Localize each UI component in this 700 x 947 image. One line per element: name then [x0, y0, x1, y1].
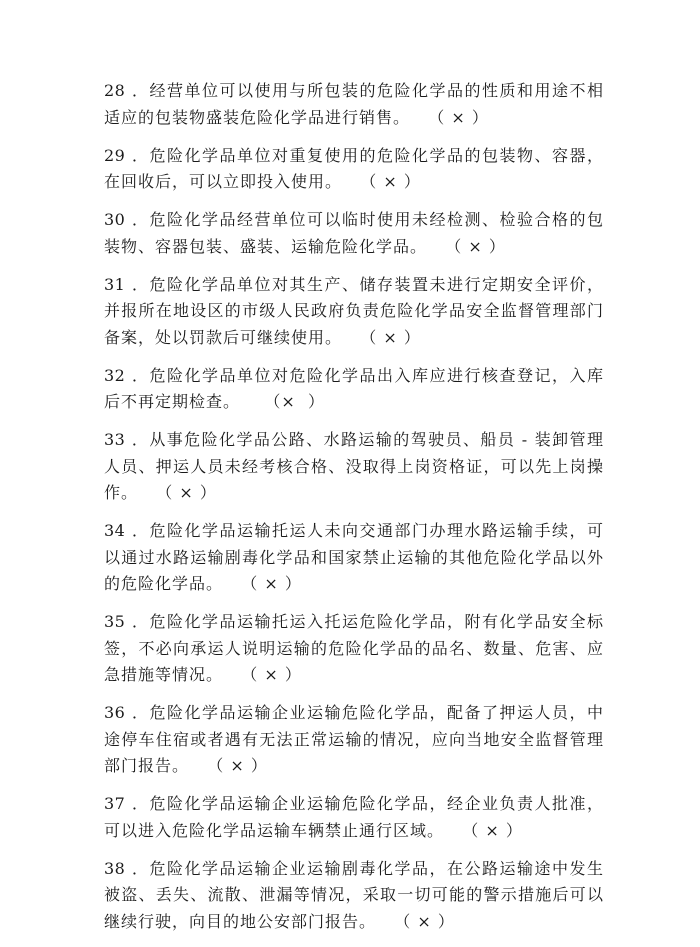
question-answer: （ × ）	[376, 911, 455, 931]
question-separator: ．	[125, 612, 150, 631]
question-number: 30	[104, 210, 126, 229]
question-separator: ．	[125, 794, 150, 813]
question-separator: ．	[125, 365, 150, 385]
question-list	[104, 78, 604, 947]
question-text: 危险化学品经营单位可以临时使用未经检测、检验合格的包装物、容器包装、盛装、运输危险化学品。	[104, 210, 604, 256]
question-text: 危险化学品单位对其生产、储存装置未进行定期安全评价，并报所在地设区的市级人民政府负责危险化学品安全监督管理部门备案，处以罚款后可继续使用。	[104, 274, 604, 347]
question-item	[104, 700, 604, 780]
question-text: 危险化学品运输托运人未向交通部门办理水路运输手续，可以通过水路运输剧毒化学品和国家禁止运输的其他危险化学品以外的危险化学品。	[104, 521, 604, 593]
question-answer: （ × ）	[427, 236, 506, 256]
question-text: 危险化学品运输企业运输危险化学品，配备了押运人员，中途停车住宿或者遇有无法正常运输的情况，应向当地安全监督管理部门报告。	[104, 703, 604, 775]
question-separator: ．	[125, 274, 150, 294]
question-separator: ．	[125, 430, 150, 449]
question-text: 从事危险化学品公路、水路运输的驾驶员、船员 - 装卸管理人员、押运人员未经考核合格、没取得上岗资格证，可以先上岗操作。	[104, 430, 604, 502]
question-item	[104, 272, 604, 352]
question-number: 32	[104, 365, 126, 385]
question-number: 29	[104, 145, 126, 165]
question-item	[104, 609, 604, 689]
question-answer: （ × ）	[410, 107, 489, 127]
question-number: 37	[104, 794, 126, 813]
question-item	[104, 363, 604, 416]
question-item	[104, 143, 604, 196]
question-item	[104, 427, 604, 507]
question-separator: ．	[125, 145, 150, 165]
question-answer: （ × ）	[189, 756, 268, 775]
question-number: 28	[104, 81, 126, 100]
question-item	[104, 207, 604, 260]
question-text: 危险化学品运输企业运输剧毒化学品，在公路运输途中发生被盗、丢失、流散、泄漏等情况，采取一切可能的警示措施后可以继续行驶，向目的地公安部门报告。	[104, 858, 604, 931]
question-text: 危险化学品单位对重复使用的危险化学品的包装物、容器，在回收后，可以立即投入使用。	[104, 145, 604, 191]
question-answer: （ × ）	[342, 327, 421, 347]
question-number: 38	[104, 858, 126, 878]
question-text: 危险化学品运输企业运输危险化学品，经企业负责人批准，可以进入危险化学品运输车辆禁止通行区域。	[104, 794, 604, 840]
question-answer: （ × ）	[138, 483, 217, 502]
question-answer: （× ）	[240, 392, 325, 411]
question-separator: ．	[125, 703, 150, 722]
question-number: 35	[104, 612, 126, 631]
question-text: 危险化学品运输托运入托运危险化学品，附有化学品安全标签，不必向承运人说明运输的危险化学品的品名、数量、危害、应急措施等情况。	[104, 612, 604, 684]
question-separator: ．	[125, 521, 150, 540]
question-answer: （ × ）	[444, 820, 523, 840]
question-separator: ．	[125, 81, 150, 100]
question-item	[104, 791, 604, 844]
question-item	[104, 856, 604, 936]
question-number: 31	[104, 274, 126, 294]
question-separator: ．	[125, 858, 150, 878]
question-number: 33	[104, 430, 126, 449]
question-answer: （ × ）	[223, 665, 302, 684]
question-text: 危险化学品单位对危险化学品出入库应进行核查登记，入库后不再定期检查。	[104, 365, 604, 411]
question-item	[104, 518, 604, 598]
question-answer: （ × ）	[223, 574, 302, 593]
question-separator: ．	[125, 210, 150, 229]
question-number: 34	[104, 521, 126, 540]
question-item	[104, 78, 604, 131]
question-answer: （ × ）	[342, 172, 421, 191]
question-number: 36	[104, 703, 126, 722]
question-text: 经营单位可以使用与所包装的危险化学品的性质和用途不相适应的包装物盛装危险化学品进行销售。	[104, 81, 604, 127]
